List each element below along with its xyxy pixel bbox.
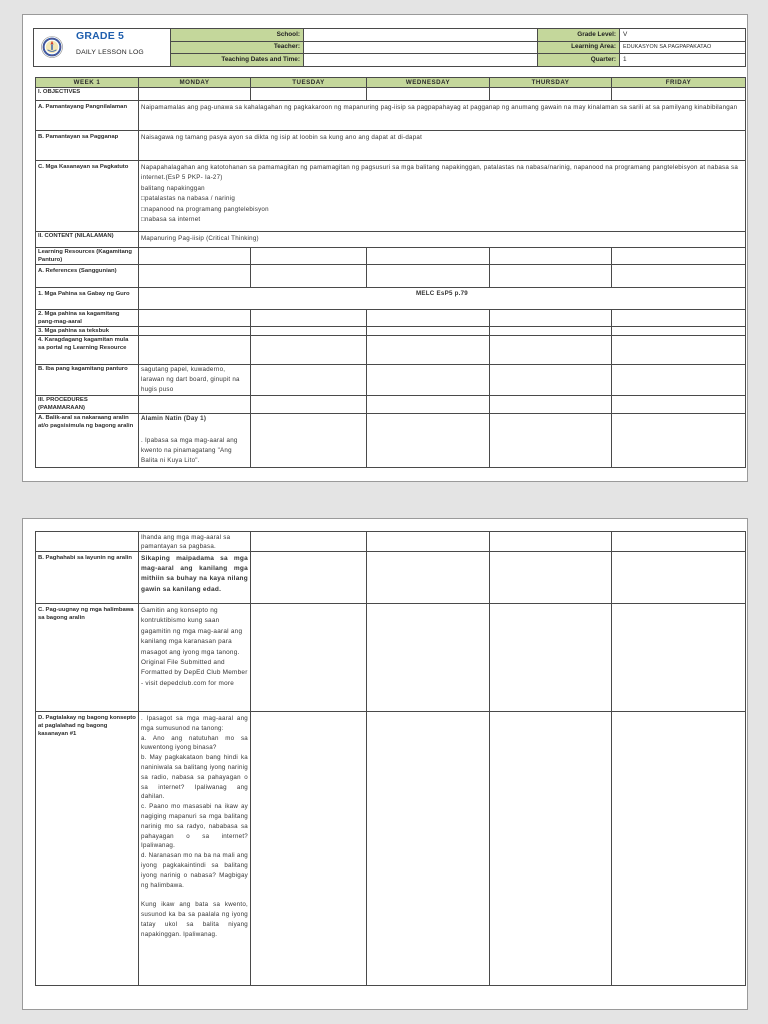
empty-cell [139,336,251,365]
empty-cell [367,336,490,365]
empty-cell [367,248,490,265]
competency-item: □patalastas na nabasa / narinig [141,195,236,203]
column-header-monday: MONDAY [139,78,251,88]
performance-standard-text: Naisagawa ng tamang pasya ayon sa dikta ng isip at loobin sa kung ano ang dapat at di-dapat [139,131,746,161]
empty-cell [490,336,612,365]
quarter-value: 1 [620,54,746,67]
teaching-dates-value [304,54,538,67]
examples-monday [139,604,251,712]
empty-cell [612,310,746,327]
empty-cell [490,414,612,468]
empty-cell [251,265,367,288]
teacher-value [304,41,538,54]
empty-cell [139,310,251,327]
competencies-text: Napapahalagahan ang katotohanan sa pamamagitan ng pamamagitan ng pagsusuri sa mga balitang napakinggan, patalastas na nabasa/narinig, napanood na programang pangtelebisyon at nabasa sa internet.(EsP 5 PKP- Ia-27) [141,164,739,182]
row-label-teacher-guide: 1. Mga Pahina sa Gabay ng Guro [36,288,139,310]
page-2 [22,518,748,1010]
column-header-friday: FRIDAY [612,78,746,88]
section-heading-procedures: III. PROCEDURES (PAMAMARAAN) [36,396,139,414]
row-label-learner-materials: 2. Mga pahina sa kagamitang pang-mag-aaral [36,310,139,327]
empty-cell [367,310,490,327]
discussion-question: c. Paano mo masasabi na ikaw ay nagiging mapanuri sa mga balitang narinig mo sa radyo, nababasa sa pahayagan o sa internet? Ipaliwanag. [141,803,248,850]
empty-cell [612,712,746,986]
discussion-question: d. Naranasan mo na ba na mali ang iyong pagkakaintindi sa balitang iyong narinig o nabasa? Magbigay ng halimbawa. [141,852,248,889]
competency-item: □napanood na programang pangtelebisyon [141,205,269,213]
grade-level-value: V [620,29,746,42]
empty-cell [490,604,612,712]
empty-cell [612,396,746,414]
empty-cell [251,396,367,414]
section-heading-content: II. CONTENT (NILALAMAN) [36,232,139,248]
empty-cell [490,248,612,265]
empty-cell [612,248,746,265]
title-block [34,29,171,67]
empty-cell [612,265,746,288]
empty-cell [612,327,746,336]
row-label-learning-resources: Learning Resources (Kagamitang Panturo) [36,248,139,265]
empty-cell [490,327,612,336]
empty-cell [367,552,490,604]
other-materials-monday: sagutang papel, kuwaderno, larawan ng dart board, ginupit na hugis puso [139,365,251,396]
row-label-other-materials: B. Iba pang kagamitang panturo [36,365,139,396]
empty-cell [251,310,367,327]
row-label-review: A. Balik-aral sa nakaraang aralin at/o pagsisimula ng bagong aralin [36,414,139,468]
row-label-competencies: C. Mga Kasanayan sa Pagkatuto [36,161,139,232]
empty-cell [612,532,746,552]
empty-cell [251,327,367,336]
row-label-performance-standard: B. Pamantayan sa Pagganap [36,131,139,161]
empty-cell [490,532,612,552]
empty-cell [367,327,490,336]
empty-cell [490,396,612,414]
log-title: DAILY LESSON LOG [76,49,144,56]
empty-cell [367,712,490,986]
empty-cell [612,336,746,365]
empty-cell [251,248,367,265]
row-label-content-standard: A. Pamantayang Pangnilalaman [36,101,139,131]
empty-cell [251,532,367,552]
page-1 [22,14,748,482]
content-standard-text: Naipamamalas ang pag-unawa sa kahalagahan ng pagkakaroon ng mapanuring pag-iisip sa pagpapahayag at pagganap ng anumang gawain na may kinalaman sa sarili at sa pamilyang kinabibilangan [139,101,746,131]
row-label-lr-portal: 4. Karagdagang kagamitan mula sa portal ng Learning Resource [36,336,139,365]
empty-cell [612,414,746,468]
empty-cell [367,532,490,552]
empty-cell [490,712,612,986]
activity-title: Alamin Natin (Day 1) [141,415,207,422]
empty-cell [251,414,367,468]
empty-cell [612,365,746,396]
school-label: School: [171,29,304,42]
empty-cell [139,327,251,336]
empty-cell [367,414,490,468]
teacher-guide-pages: MELC EsP5 p.79 [139,288,746,310]
activity-text: . Ipabasa sa mga mag-aaral ang kwento na pinamagatang "Ang Balita ni Kuya Lito". [141,437,238,465]
empty-cell [490,310,612,327]
empty-cell [36,532,139,552]
row-label-examples: C. Pag-uugnay ng mga halimbawa sa bagong aralin [36,604,139,712]
empty-cell [490,552,612,604]
empty-cell [139,396,251,414]
learning-area-label: Learning Area: [538,41,620,54]
review-monday [139,414,251,468]
empty-cell [251,88,367,101]
learning-area-value: EDUKASYON SA PAGPAPAKATAO [620,41,746,54]
grade-title: GRADE 5 [76,30,125,42]
section-heading-objectives: I. OBJECTIVES [36,88,139,101]
empty-cell [490,365,612,396]
empty-cell [612,552,746,604]
school-value [304,29,538,42]
row-label-references: A. References (Sanggunian) [36,265,139,288]
lesson-table-page-2 [35,531,746,986]
empty-cell [367,604,490,712]
discussion-question: a. Ano ang natutuhan mo sa kuwentong iyong binasa? [141,734,248,752]
deped-seal-icon [41,36,63,58]
empty-cell [251,365,367,396]
column-header-wednesday: WEDNESDAY [367,78,490,88]
competency-item: □nabasa sa internet [141,216,201,224]
row-label-purpose: B. Paghahabi sa layunin ng aralin [36,552,139,604]
empty-cell [612,604,746,712]
discussion-question: b. May pagkakataon bang hindi ka naniniwala sa balitang iyong narinig sa radio, nabasa sa pahayagan o sa internet? Ipaliwanag ang dahilan. [141,754,248,801]
column-header-tuesday: TUESDAY [251,78,367,88]
empty-cell [367,265,490,288]
teaching-dates-label: Teaching Dates and Time: [171,54,304,67]
discussion-monday [139,712,251,986]
quarter-label: Quarter: [538,54,620,67]
content-text: Mapanuring Pag-iisip (Critical Thinking) [139,232,746,248]
row-label-textbook: 3. Mga pahina sa teksbuk [36,327,139,336]
row-label-discussion: D. Pagtalakay ng bagong konsepto at paglalahad ng bagong kasanayan #1 [36,712,139,986]
empty-cell [139,265,251,288]
empty-cell [612,88,746,101]
empty-cell [251,336,367,365]
review-monday-continued: Ihanda ang mga mag-aaral sa pamantayan sa pagbasa. [139,532,251,552]
competency-item: balitang napakinggan [141,184,205,192]
empty-cell [490,265,612,288]
header-table [33,28,746,67]
empty-cell [139,248,251,265]
discussion-followup: Kung ikaw ang bata sa kwento, susunod ka ba sa paalala ng iyong tatay ukol sa balita niyang napakinggan. Ipaliwanag. [141,901,248,938]
lesson-table-page-1 [35,77,746,468]
competencies-cell [139,161,746,232]
grade-level-label: Grade Level: [538,29,620,42]
empty-cell [490,88,612,101]
purpose-monday: Sikaping maipadama sa mga mag-aaral ang kanilang mga mithiin sa buhay na kaya nilang gawin sa kanilang edad. [139,552,251,604]
empty-cell [367,365,490,396]
empty-cell [251,552,367,604]
column-header-week: WEEK 1 [36,78,139,88]
empty-cell [251,604,367,712]
column-header-thursday: THURSDAY [490,78,612,88]
discussion-intro: . Ipasagot sa mga mag-aaral ang mga sumusunod na tanong: [141,715,248,732]
teacher-label: Teacher: [171,41,304,54]
empty-cell [367,88,490,101]
examples-text: Gamitin ang konsepto ng kontruktibismo kung saan gagamitin ng mga mag-aaral ang kanilang mga karanasan para masagot ang iyong mga tanong. [141,607,243,656]
empty-cell [139,88,251,101]
empty-cell [367,396,490,414]
source-note: Original File Submitted and Formatted by DepEd Club Member - visit depedclub.com for more [141,659,248,687]
empty-cell [251,712,367,986]
